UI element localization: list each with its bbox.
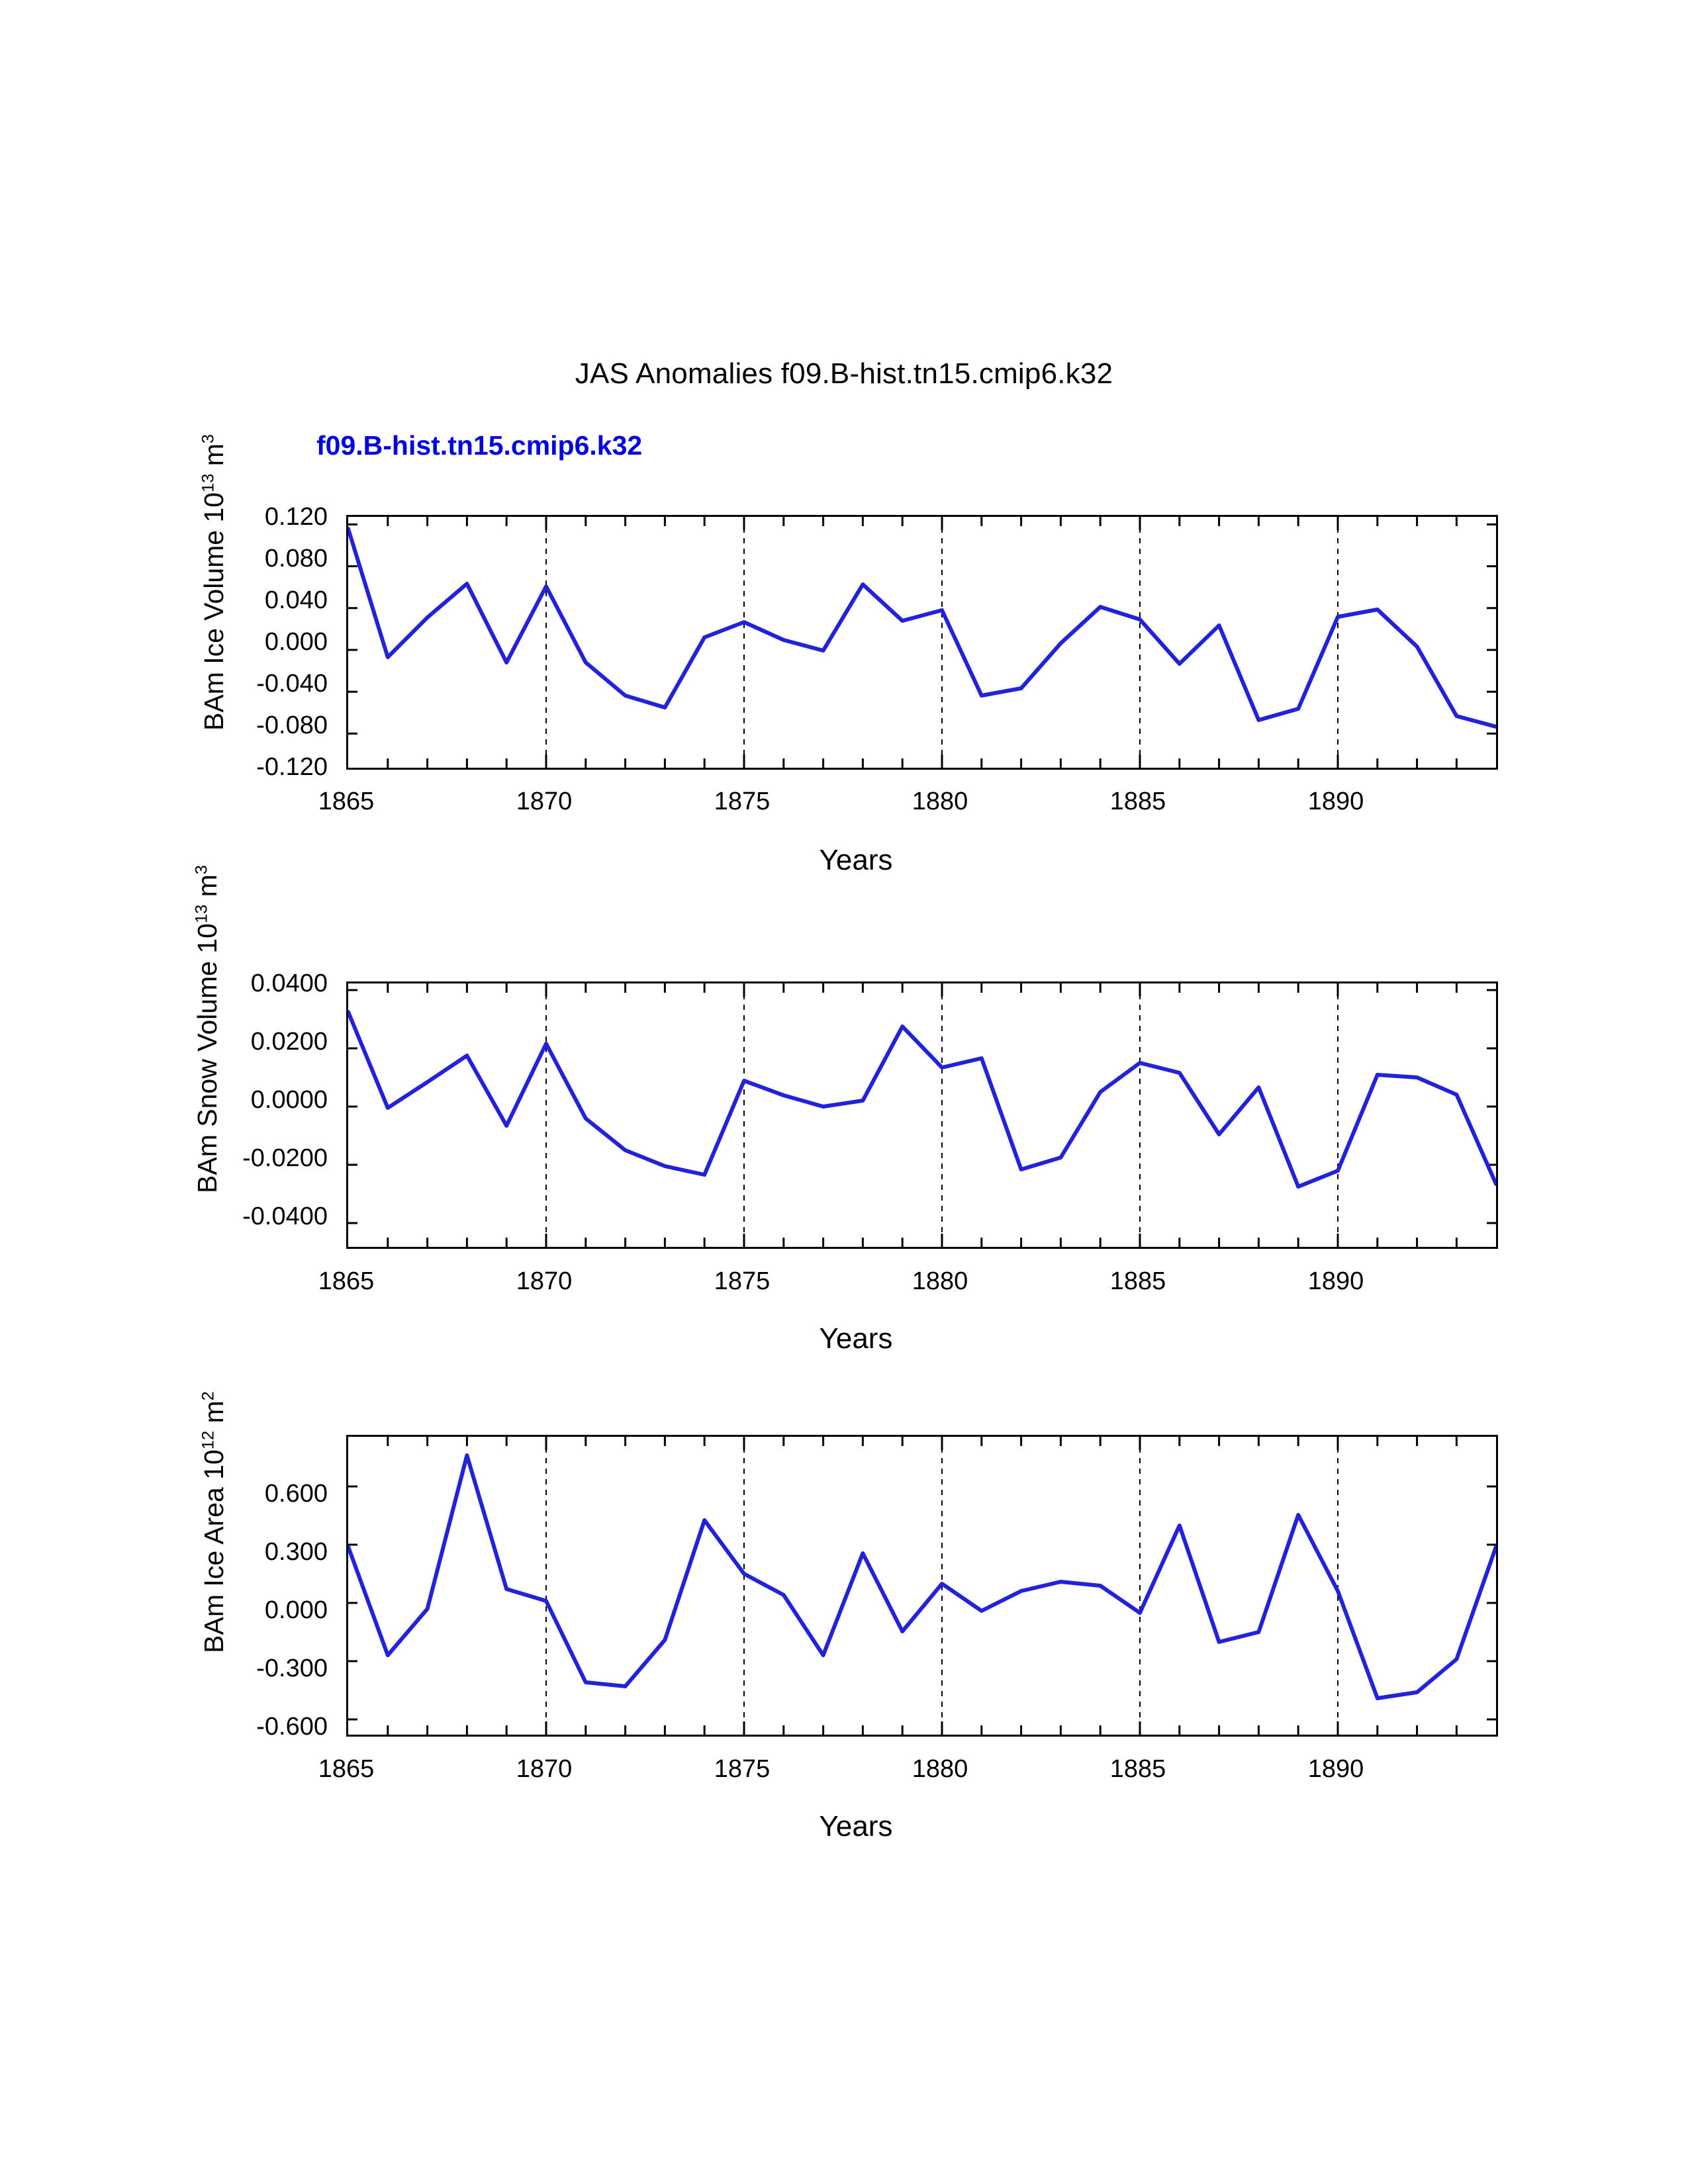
reference-lines [546, 517, 1338, 768]
plot-svg-ice-volume [348, 517, 1496, 768]
data-series-snow-volume [348, 1012, 1496, 1187]
ytick-ice-volume-2: 0.040 [264, 586, 328, 614]
data-series-ice-area [348, 1455, 1496, 1698]
ytick-snow-volume-0: 0.0400 [250, 970, 328, 997]
ytick-ice-area-0: 0.600 [264, 1480, 328, 1508]
xtick-snow-volume-1880: 1880 [912, 1267, 968, 1295]
reference-lines [546, 983, 1338, 1247]
xtick-snow-volume-1865: 1865 [318, 1267, 375, 1295]
x-axis-label-ice-volume: Years [819, 844, 893, 876]
xtick-snow-volume-1875: 1875 [714, 1267, 771, 1295]
figure-title: JAS Anomalies f09.B-hist.tn15.cmip6.k32 [575, 357, 1113, 390]
xtick-ice-volume-1865: 1865 [318, 788, 375, 815]
xtick-ice-area-1875: 1875 [714, 1755, 771, 1783]
x-axis-label-ice-area: Years [819, 1810, 893, 1843]
ytick-ice-volume-6: -0.120 [256, 753, 328, 781]
axis-ticks [348, 517, 1496, 768]
y-axis-label-ice-volume: BAm Ice Volume $10^{13}$ $m^3$ [199, 433, 229, 731]
ytick-ice-volume-4: -0.040 [256, 670, 328, 698]
plot-svg-ice-area [348, 1437, 1496, 1735]
xtick-ice-area-1865: 1865 [318, 1755, 375, 1783]
ytick-ice-area-3: -0.300 [256, 1655, 328, 1682]
ytick-ice-volume-5: -0.080 [256, 711, 328, 739]
plot-area-ice-volume [346, 515, 1498, 770]
ytick-snow-volume-3: -0.0200 [242, 1144, 328, 1172]
plot-svg-snow-volume [348, 983, 1496, 1247]
axis-ticks [348, 1437, 1496, 1735]
xtick-ice-volume-1875: 1875 [714, 788, 771, 815]
xtick-ice-volume-1890: 1890 [1307, 788, 1364, 815]
x-axis-label-snow-volume: Years [819, 1322, 893, 1355]
ytick-snow-volume-4: -0.0400 [242, 1203, 328, 1230]
plot-area-ice-area [346, 1435, 1498, 1737]
xtick-ice-area-1870: 1870 [516, 1755, 573, 1783]
y-axis-label-snow-volume: BAm Snow Volume $10^{13}$ $m^3$ [192, 865, 222, 1193]
axis-ticks [348, 983, 1496, 1247]
xtick-snow-volume-1890: 1890 [1307, 1267, 1364, 1295]
xtick-ice-area-1880: 1880 [912, 1755, 968, 1783]
xtick-ice-volume-1880: 1880 [912, 788, 968, 815]
xtick-snow-volume-1870: 1870 [516, 1267, 573, 1295]
xtick-ice-volume-1870: 1870 [516, 788, 573, 815]
xtick-snow-volume-1885: 1885 [1109, 1267, 1166, 1295]
y-axis-label-ice-area: BAm Ice Area $10^{12}$ $m^2$ [199, 1391, 229, 1653]
ytick-ice-volume-1: 0.080 [264, 545, 328, 572]
legend-label: f09.B-hist.tn15.cmip6.k32 [316, 430, 643, 461]
ytick-ice-volume-3: 0.000 [264, 628, 328, 656]
xtick-ice-area-1885: 1885 [1109, 1755, 1166, 1783]
data-series-ice-volume [348, 529, 1496, 727]
plot-area-snow-volume [346, 981, 1498, 1249]
ytick-ice-volume-0: 0.120 [264, 503, 328, 531]
xtick-ice-area-1890: 1890 [1307, 1755, 1364, 1783]
ytick-snow-volume-2: 0.0000 [250, 1086, 328, 1114]
ytick-ice-area-4: -0.600 [256, 1713, 328, 1741]
xtick-ice-volume-1885: 1885 [1109, 788, 1166, 815]
ytick-ice-area-2: 0.000 [264, 1596, 328, 1624]
ytick-ice-area-1: 0.300 [264, 1538, 328, 1566]
ytick-snow-volume-1: 0.0200 [250, 1028, 328, 1056]
